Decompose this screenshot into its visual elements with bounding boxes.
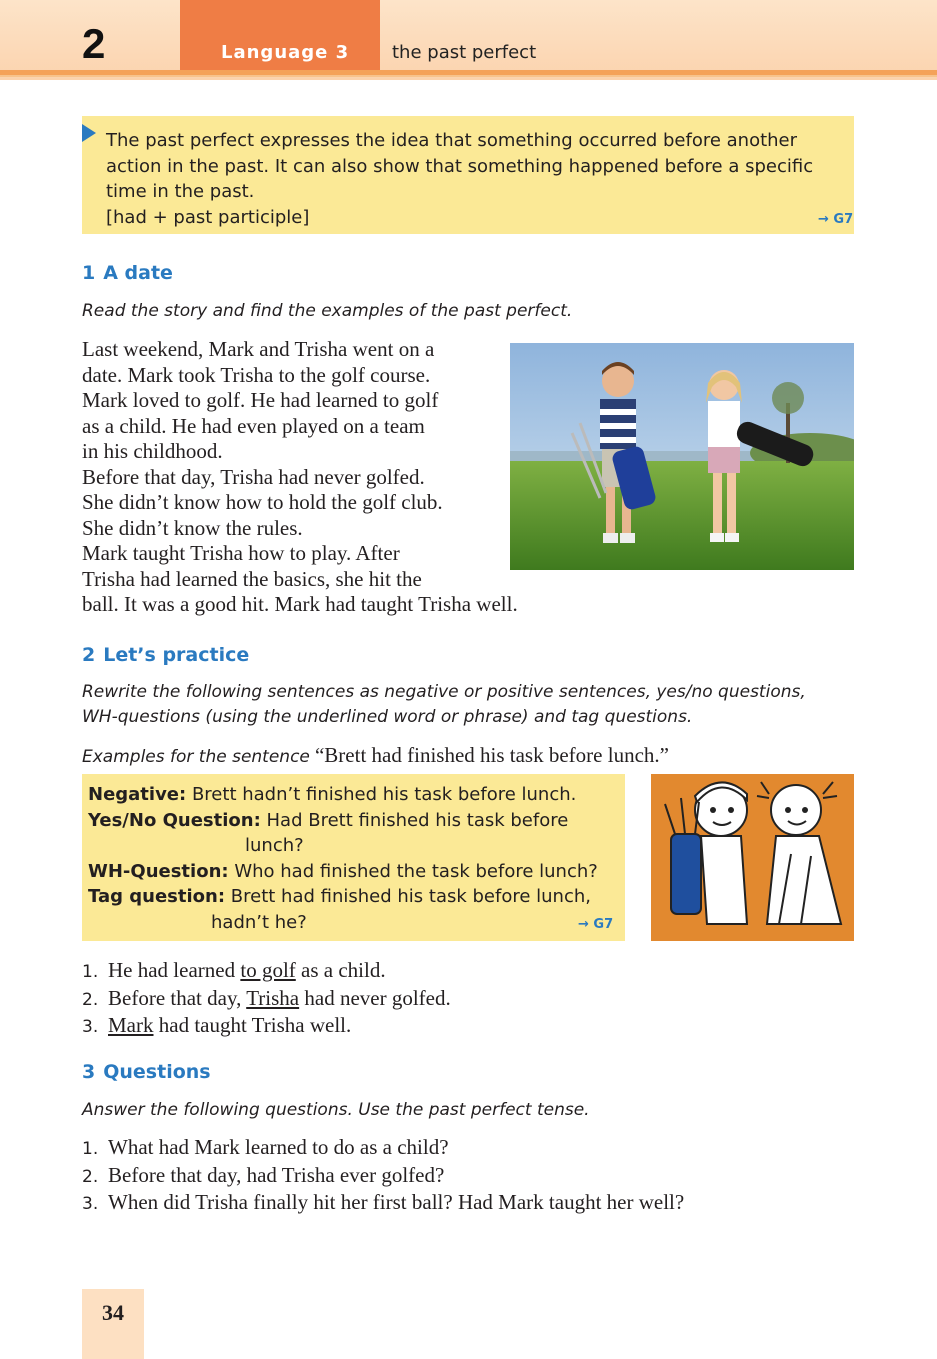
example-wh — [88, 859, 618, 885]
example-negative — [88, 782, 618, 808]
underlined-phrase: Trisha — [246, 985, 300, 1010]
item-text: What had Mark learned to do as a child? — [108, 1135, 449, 1159]
examples-text — [88, 782, 618, 935]
example-label: Yes/No Question: — [88, 809, 261, 831]
story-line: in his childhood. — [82, 439, 223, 463]
item-text: Before that day, — [108, 985, 247, 1010]
golf-photo-illustration — [510, 343, 854, 570]
list-item — [82, 1013, 451, 1041]
list-item — [82, 1163, 684, 1191]
story-line: Mark loved to golf. He had learned to golf — [82, 388, 439, 412]
story-line: Last weekend, Mark and Trisha went on a — [82, 337, 435, 361]
story-line: date. Mark took Trisha to the golf course. — [82, 362, 431, 387]
item-text: had never golfed. — [299, 985, 451, 1010]
topic-label: the past perfect — [392, 42, 537, 63]
list-item — [82, 958, 451, 986]
page-header — [0, 0, 937, 80]
example-label: Negative: — [88, 784, 187, 805]
item-number: 3. — [82, 1017, 99, 1037]
story-line: ball. It was a good hit. Mark had taught Trisha well. — [82, 592, 518, 616]
section-2-heading — [82, 644, 249, 666]
story-line: Mark taught Trisha how to play. After — [82, 541, 400, 565]
example-label: WH-Question: — [88, 860, 229, 882]
header-divider-light — [0, 75, 937, 77]
practice-sentences-list — [82, 958, 451, 1041]
rule-line: time in the past. — [106, 181, 255, 202]
example-yesno — [88, 808, 618, 834]
golf-kids-photo — [510, 343, 854, 570]
example-value: Had Brett finished his task before — [266, 809, 569, 831]
section-number: 3 — [82, 1061, 96, 1083]
rule-line: action in the past. It can also show that something happened before a specific — [106, 155, 814, 177]
item-number: 1. — [82, 962, 99, 982]
section-3-instruction: Answer the following questions. Use the past perfect tense. — [82, 1100, 590, 1120]
grammar-reference-link[interactable]: → G7 — [578, 917, 614, 932]
example-value: Brett had finished his task before lunch, — [230, 886, 591, 907]
item-number: 2. — [82, 1166, 99, 1187]
example-value: Who had finished the task before lunch? — [234, 860, 598, 882]
section-title: Questions — [103, 1061, 211, 1083]
item-number: 1. — [82, 1139, 99, 1159]
underlined-phrase: Mark — [108, 1013, 154, 1037]
section-title: A date — [103, 262, 173, 284]
examples-label: Examples for the sentence — [82, 747, 310, 767]
questions-list — [82, 1135, 684, 1218]
grammar-reference-link[interactable]: → G7 — [818, 212, 854, 227]
story-line: Trisha had learned the basics, she hit the — [82, 566, 422, 591]
section-3-heading — [82, 1061, 211, 1083]
list-item — [82, 1190, 684, 1218]
rule-line: The past perfect expresses the idea that something occurred before another — [106, 130, 798, 151]
list-item — [82, 1135, 684, 1163]
section-1-heading — [82, 262, 173, 284]
underlined-phrase: to golf — [240, 958, 296, 982]
example-value: Brett hadn’t finished his task before lunch. — [191, 784, 577, 805]
section-label: Language 3 — [221, 42, 350, 63]
rule-formula: [had + past participle] — [106, 206, 310, 228]
section-number: 1 — [82, 262, 96, 284]
item-text: He had learned — [108, 958, 241, 982]
section-title: Let’s practice — [103, 644, 250, 666]
section-number: 2 — [82, 644, 96, 666]
item-text: had taught Trisha well. — [153, 1013, 352, 1037]
examples-intro — [82, 743, 669, 768]
item-number: 3. — [82, 1194, 99, 1214]
section-1-instruction: Read the story and find the examples of the past perfect. — [82, 301, 573, 321]
example-label: Tag question: — [88, 886, 226, 907]
item-text: as a child. — [295, 958, 386, 982]
page-number: 34 — [102, 1300, 124, 1325]
story-line: as a child. He had even played on a team — [82, 413, 425, 438]
story-line: She didn’t know the rules. — [82, 515, 303, 540]
instruction-line: WH-questions (using the underlined word or phrase) and tag questions. — [82, 707, 693, 727]
play-arrow-icon — [82, 124, 96, 142]
golf-cartoon-illustration — [651, 774, 854, 941]
instruction-line: Rewrite the following sentences as negative or positive sentences, yes/no questions, — [82, 682, 806, 702]
example-tag — [88, 884, 618, 910]
section-2-instruction — [82, 680, 806, 730]
grammar-rule-text — [106, 128, 826, 230]
story-line: Before that day, Trisha had never golfed. — [82, 464, 425, 489]
item-text: Before that day, had Trisha ever golfed? — [108, 1162, 445, 1187]
example-tag-cont: hadn’t he? — [211, 911, 307, 933]
list-item — [82, 986, 451, 1014]
item-number: 2. — [82, 989, 99, 1010]
story-text — [82, 337, 582, 618]
cartoon-drawing — [651, 774, 854, 941]
item-text: When did Trisha finally hit her first ball? Had Mark taught her well? — [108, 1190, 685, 1214]
story-line: She didn’t know how to hold the golf club. — [82, 490, 443, 514]
example-yesno-cont: lunch? — [245, 835, 304, 856]
chapter-number: 2 — [82, 20, 106, 67]
examples-sentence: “Brett had finished his task before lunch.” — [314, 743, 669, 767]
